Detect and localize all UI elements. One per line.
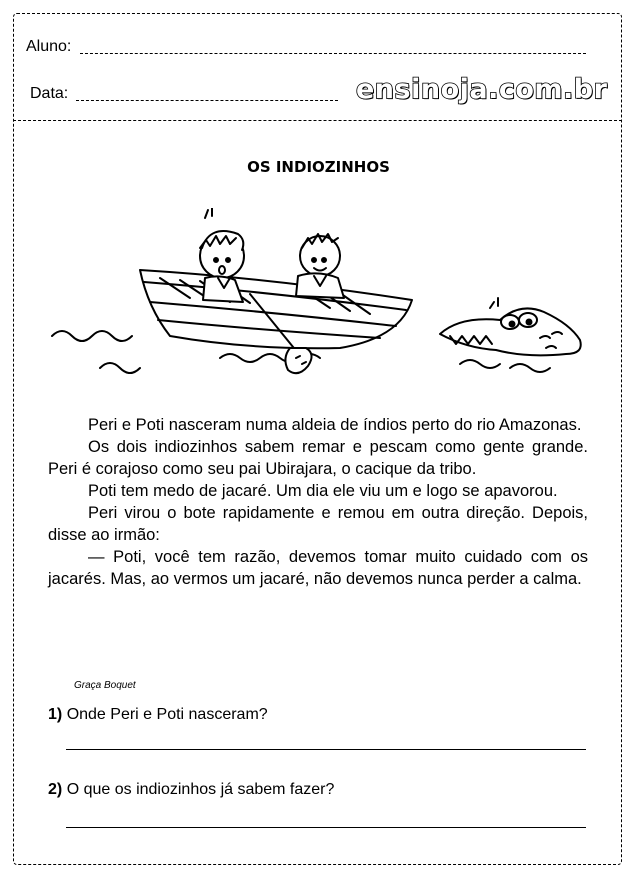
site-logo: ensinoja.com.br (356, 74, 608, 105)
question-text: Onde Peri e Poti nasceram? (66, 706, 268, 723)
story-paragraph: — Poti, você tem razão, devemos tomar muito cuidado com os jacarés. Mas, ao vermos um jacaré, não devemos nunca perder a calma. (48, 548, 588, 588)
story-text (48, 414, 588, 590)
boat-children-alligator-illustration (40, 208, 600, 398)
question-number: 1) (48, 706, 63, 723)
student-label: Aluno: (26, 38, 72, 55)
question-text: O que os indiozinhos já sabem fazer? (66, 781, 335, 798)
page-title: OS INDIOZINHOS (247, 158, 390, 176)
date-label: Data: (30, 85, 69, 102)
story-paragraph: Os dois indiozinhos sabem remar e pescam como gente grande. Peri é corajoso como seu pai Ubirajara, o cacique da tribo. (48, 438, 588, 478)
story-paragraph: Peri virou o bote rapidamente e remou em outra direção. Depois, disse ao irmão: (48, 504, 588, 544)
answer-line-1[interactable] (66, 749, 586, 750)
answer-line-2[interactable] (66, 827, 586, 828)
question-1 (48, 706, 268, 724)
story-paragraph: Peri e Poti nasceram numa aldeia de índios perto do rio Amazonas. (88, 416, 582, 434)
student-name-field[interactable] (80, 53, 586, 54)
story-author: Graça Boquet (74, 680, 136, 691)
question-2 (48, 781, 334, 799)
question-number: 2) (48, 781, 63, 798)
header-divider (13, 120, 622, 121)
story-paragraph: Poti tem medo de jacaré. Um dia ele viu um e logo se apavorou. (88, 482, 558, 500)
date-field[interactable] (76, 100, 338, 101)
